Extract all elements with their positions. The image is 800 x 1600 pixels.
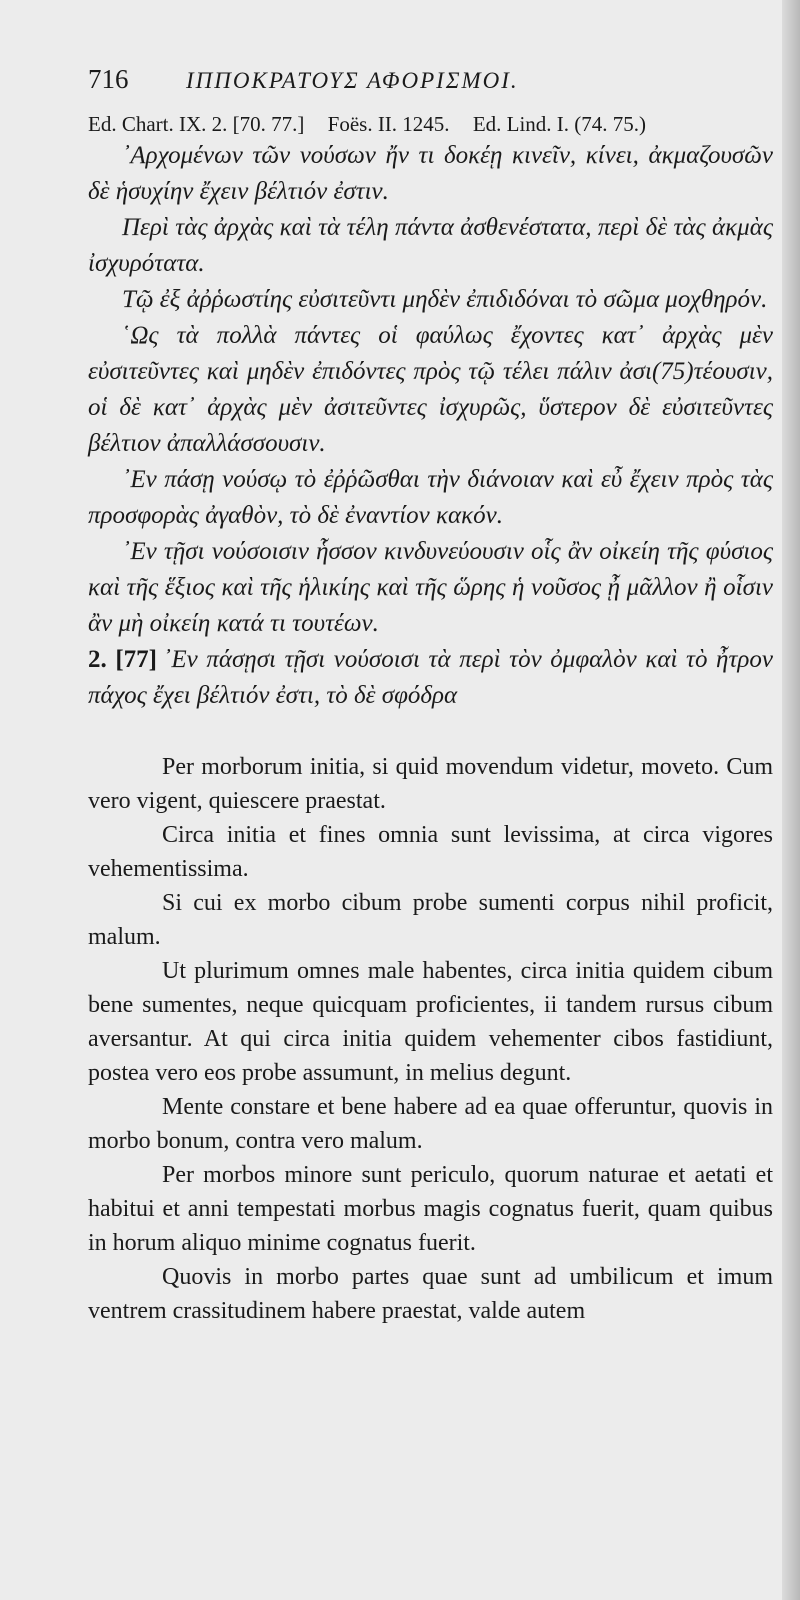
latin-aphorism: Ut plurimum omnes male habentes, circa initia quidem cibum bene sumentes, neque quicquam proficientes, ii tandem rursus cibum aversantur. At qui circa initia quidem vehementer cibos fastidiunt, postea vero eos probe assumunt, in melius degunt. [88, 958, 773, 1086]
latin-aphorism: Circa initia et fines omnia sunt levissima, at circa vigores vehementissima. [88, 822, 773, 882]
running-head [88, 64, 773, 108]
section-number: 2. [77] [88, 646, 158, 673]
latin-aphorism: Per morbos minore sunt periculo, quorum naturae et aetati et habitui et anni tempestati morbus magis cognatus fuerit, quam quibus in horum aliquo minime cognatus fuerit. [88, 1162, 773, 1256]
page-number: 716 [88, 64, 129, 94]
greek-aphorism: ᾿Εν πάσῃ νούσῳ τὸ ἐῤῥῶσθαι τὴν διάνοιαν καὶ εὖ ἔχειν πρὸς τὰς προσφορὰς ἀγαθὸν, τὸ δὲ ἐναντίον κακόν. [88, 466, 773, 529]
edition-foes: Foës. II. 1245. [327, 112, 450, 136]
edition-reference-line [88, 110, 773, 138]
greek-aphorism: 2. [77] ᾿Εν πάσῃσι τῇσι νούσοισι τὰ περὶ τὸν ὀμφαλὸν καὶ τὸ ἦτρον πάχος ἔχει βέλτιόν ἐστι, τὸ δὲ σφόδρα [88, 646, 773, 709]
greek-text-block [88, 138, 773, 714]
latin-aphorism: Quovis in morbo partes quae sunt ad umbilicum et imum ventrem crassitudinem habere praestat, valde autem [88, 1264, 773, 1324]
latin-aphorism: Si cui ex morbo cibum probe sumenti corpus nihil proficit, malum. [88, 890, 773, 950]
latin-text-block [88, 750, 773, 1328]
greek-aphorism: ᾿Εν τῇσι νούσοισιν ἧσσον κινδυνεύουσιν οἷς ἂν οἰκείη τῆς φύσιος καὶ τῆς ἕξιος καὶ τῆς ἡλικίης καὶ τῆς ὥρης ἡ νοῦσος ᾖ μᾶλλον ἢ οἷσιν ἂν μὴ οἰκείη κατά τι τουτέων. [88, 538, 773, 637]
page-content [88, 64, 773, 1328]
edition-linden: Ed. Lind. I. (74. 75.) [472, 112, 647, 136]
greek-aphorism: ᾿Αρχομένων τῶν νούσων ἤν τι δοκέῃ κινεῖν, κίνει, ἀκμαζουσῶν δὲ ἡσυχίην ἔχειν βέλτιόν ἐστιν. [88, 142, 773, 205]
edition-chartier: Ed. Chart. IX. 2. [70. 77.] [88, 112, 305, 136]
running-title: ΙΠΠΟΚΡΑΤΟΥΣ ΑΦΟΡΙΣΜΟΙ. [186, 68, 519, 93]
page-edge-shadow [782, 0, 800, 1600]
latin-aphorism: Per morborum initia, si quid movendum videtur, moveto. Cum vero vigent, quiescere praestat. [88, 754, 773, 814]
section-gap [88, 714, 773, 750]
greek-aphorism: ῾Ως τὰ πολλὰ πάντες οἱ φαύλως ἔχοντες κατ᾿ ἀρχὰς μὲν εὐσιτεῦντες καὶ μηδὲν ἐπιδόντες πρὸς τῷ τέλει πάλιν ἀσι(75)τέουσιν, οἱ δὲ κατ᾿ ἀρχὰς μὲν ἀσιτεῦντες ἰσχυρῶς, ὕστερον δὲ εὐσιτεῦντες βέλτιον ἀπαλλάσσουσιν. [88, 322, 773, 457]
greek-aphorism: Περὶ τὰς ἀρχὰς καὶ τὰ τέλη πάντα ἀσθενέστατα, περὶ δὲ τὰς ἀκμὰς ἰσχυρότατα. [88, 214, 773, 277]
greek-aphorism: Τῷ ἐξ ἀῤῥωστίης εὐσιτεῦντι μηδὲν ἐπιδιδόναι τὸ σῶμα μοχθηρόν. [122, 286, 768, 313]
latin-aphorism: Mente constare et bene habere ad ea quae offeruntur, quovis in morbo bonum, contra vero malum. [88, 1094, 773, 1154]
